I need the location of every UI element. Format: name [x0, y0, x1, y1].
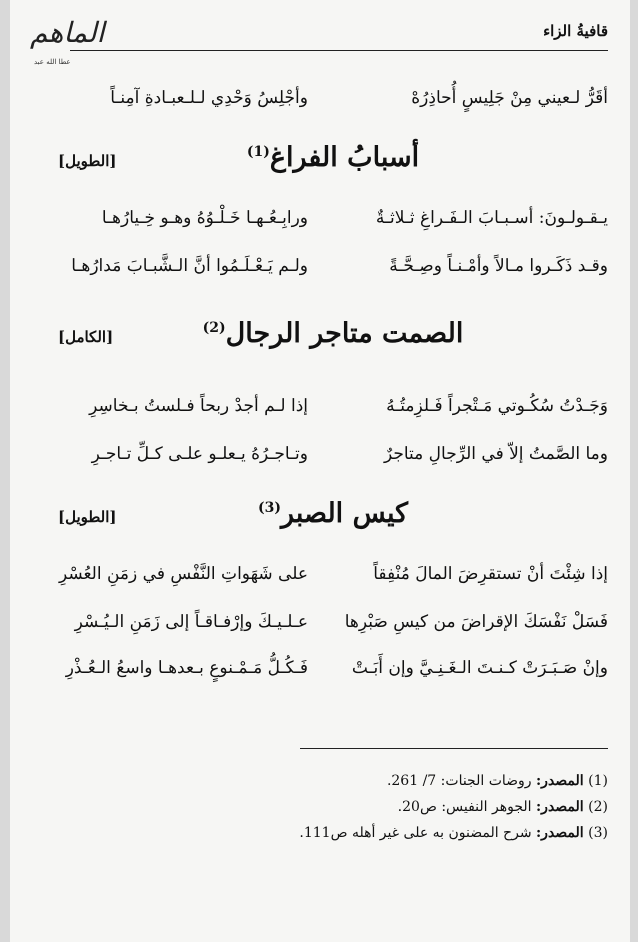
- publisher-logo: [28, 14, 105, 68]
- poem-title: أسبابُ الفراغ$^{(1)}$: [246, 142, 420, 173]
- footnote: [278, 796, 608, 818]
- footnote-ref: (2): [202, 320, 226, 336]
- logo-subtext: عطا الله عبد: [34, 58, 71, 66]
- footnote-label: المصدر:: [536, 825, 584, 841]
- poem-heading: [58, 318, 608, 358]
- poem-meter: [الكامل]: [58, 328, 114, 346]
- verse-second-hemistich: إذا لـم أجدْ ربحاً فـلستُ بـخاسِرِ: [89, 396, 308, 416]
- footnote-text: الجوهر النفيس: ص20.: [397, 799, 532, 815]
- footnote-ref: (3): [257, 500, 281, 516]
- verse-first-hemistich: وما الصَّمتُ إلاّ في الرِّجالِ متاجرٌ: [383, 444, 608, 464]
- verse-first-hemistich: وإنْ صَـبَـرَتْ كـنـتَ الـغَـنِـيَّ وإن أَبَـتْ: [351, 658, 608, 678]
- verse-line: [58, 252, 608, 280]
- footnote-rule: [300, 748, 608, 749]
- verse-line: [58, 560, 608, 588]
- verse-second-hemistich: ورابِـعُـهـا خَـلْـوُهُ وهـو خِـيارُهـا: [101, 208, 308, 228]
- verse-first-hemistich: إذا شِئْتَ أنْ تستقرِضَ المالَ مُنْفِقاً: [373, 564, 608, 584]
- verse-line: [58, 84, 608, 112]
- footnote-number: (3): [588, 825, 608, 841]
- verse-line: [58, 654, 608, 682]
- header-rule: [70, 50, 608, 51]
- footnote-number: (2): [588, 799, 608, 815]
- poem-heading: [58, 142, 608, 182]
- verse-line: [58, 204, 608, 232]
- verse-second-hemistich: على شَهَواتِ النَّفْسِ في زمَنِ العُسْرِ: [58, 564, 308, 584]
- footnote-number: (1): [588, 773, 608, 789]
- footnote-text: روضات الجنات: 7/ 261.: [386, 773, 532, 789]
- poem-meter: [الطويل]: [58, 152, 117, 170]
- logo-mark: الماهم: [30, 16, 105, 49]
- footnote-ref: (1): [246, 144, 270, 160]
- verse-first-hemistich: يـقـولـونَ: أسـبـابَ الـفَـراغِ ثـلاثـةٌ: [375, 208, 608, 228]
- footnote-label: المصدر:: [536, 773, 584, 789]
- poem-meter: [الطويل]: [58, 508, 117, 526]
- verse-second-hemistich: ولـم يَـعْـلَـمُوا أنَّ الـشَّبـابَ مَدارُهـا: [71, 256, 308, 276]
- verse-first-hemistich: وَجَـدْتُ سُكُـوتي مَـتْجراً فَـلزِمتُـهُ: [386, 396, 608, 416]
- footnote: [278, 770, 608, 792]
- running-title: قافيةُ الزاء: [543, 22, 608, 40]
- footnote-label: المصدر:: [536, 799, 584, 815]
- verse-second-hemistich: فَـكُـلُّ مَـمْـنوعٍ بـعدهـا واسعُ الـعُـذْرِ: [65, 658, 308, 678]
- verse-line: [58, 608, 608, 636]
- poem-heading: [58, 498, 608, 538]
- book-page: [10, 0, 630, 942]
- verse-line: [58, 392, 608, 420]
- verse-second-hemistich: عـلـيـكَ وإرْفـاقـاً إلى زَمَنِ الـيُـسْرِ: [74, 612, 308, 632]
- verse-first-hemistich: فَسَلْ نَفْسَكَ الإقراضَ من كيسِ صَبْرِها: [344, 612, 608, 632]
- poem-title: الصمت متاجر الرجال$^{(2)}$: [202, 318, 464, 349]
- poem-title: كيس الصبر$^{(3)}$: [257, 498, 408, 529]
- verse-first-hemistich: أقَرُّ لـعيني مِنْ جَلِيسٍ أُحاذِرُهْ: [411, 88, 608, 108]
- verse-second-hemistich: وأجْلِسُ وَحْدِي لـلـعبـادةِ آمِنـاً: [110, 88, 308, 108]
- verse-second-hemistich: وتـاجـرُهُ يـعلـو علـى كـلِّ تـاجـرِ: [91, 444, 308, 464]
- verse-line: [58, 440, 608, 468]
- footnote-text: شرح المضنون به على غير أهله ص111.: [299, 825, 532, 841]
- footnote: [278, 822, 608, 844]
- verse-first-hemistich: وقـد ذَكَـروا مـالاً وأمْـنـاً وصِـحَّـةً: [389, 256, 608, 276]
